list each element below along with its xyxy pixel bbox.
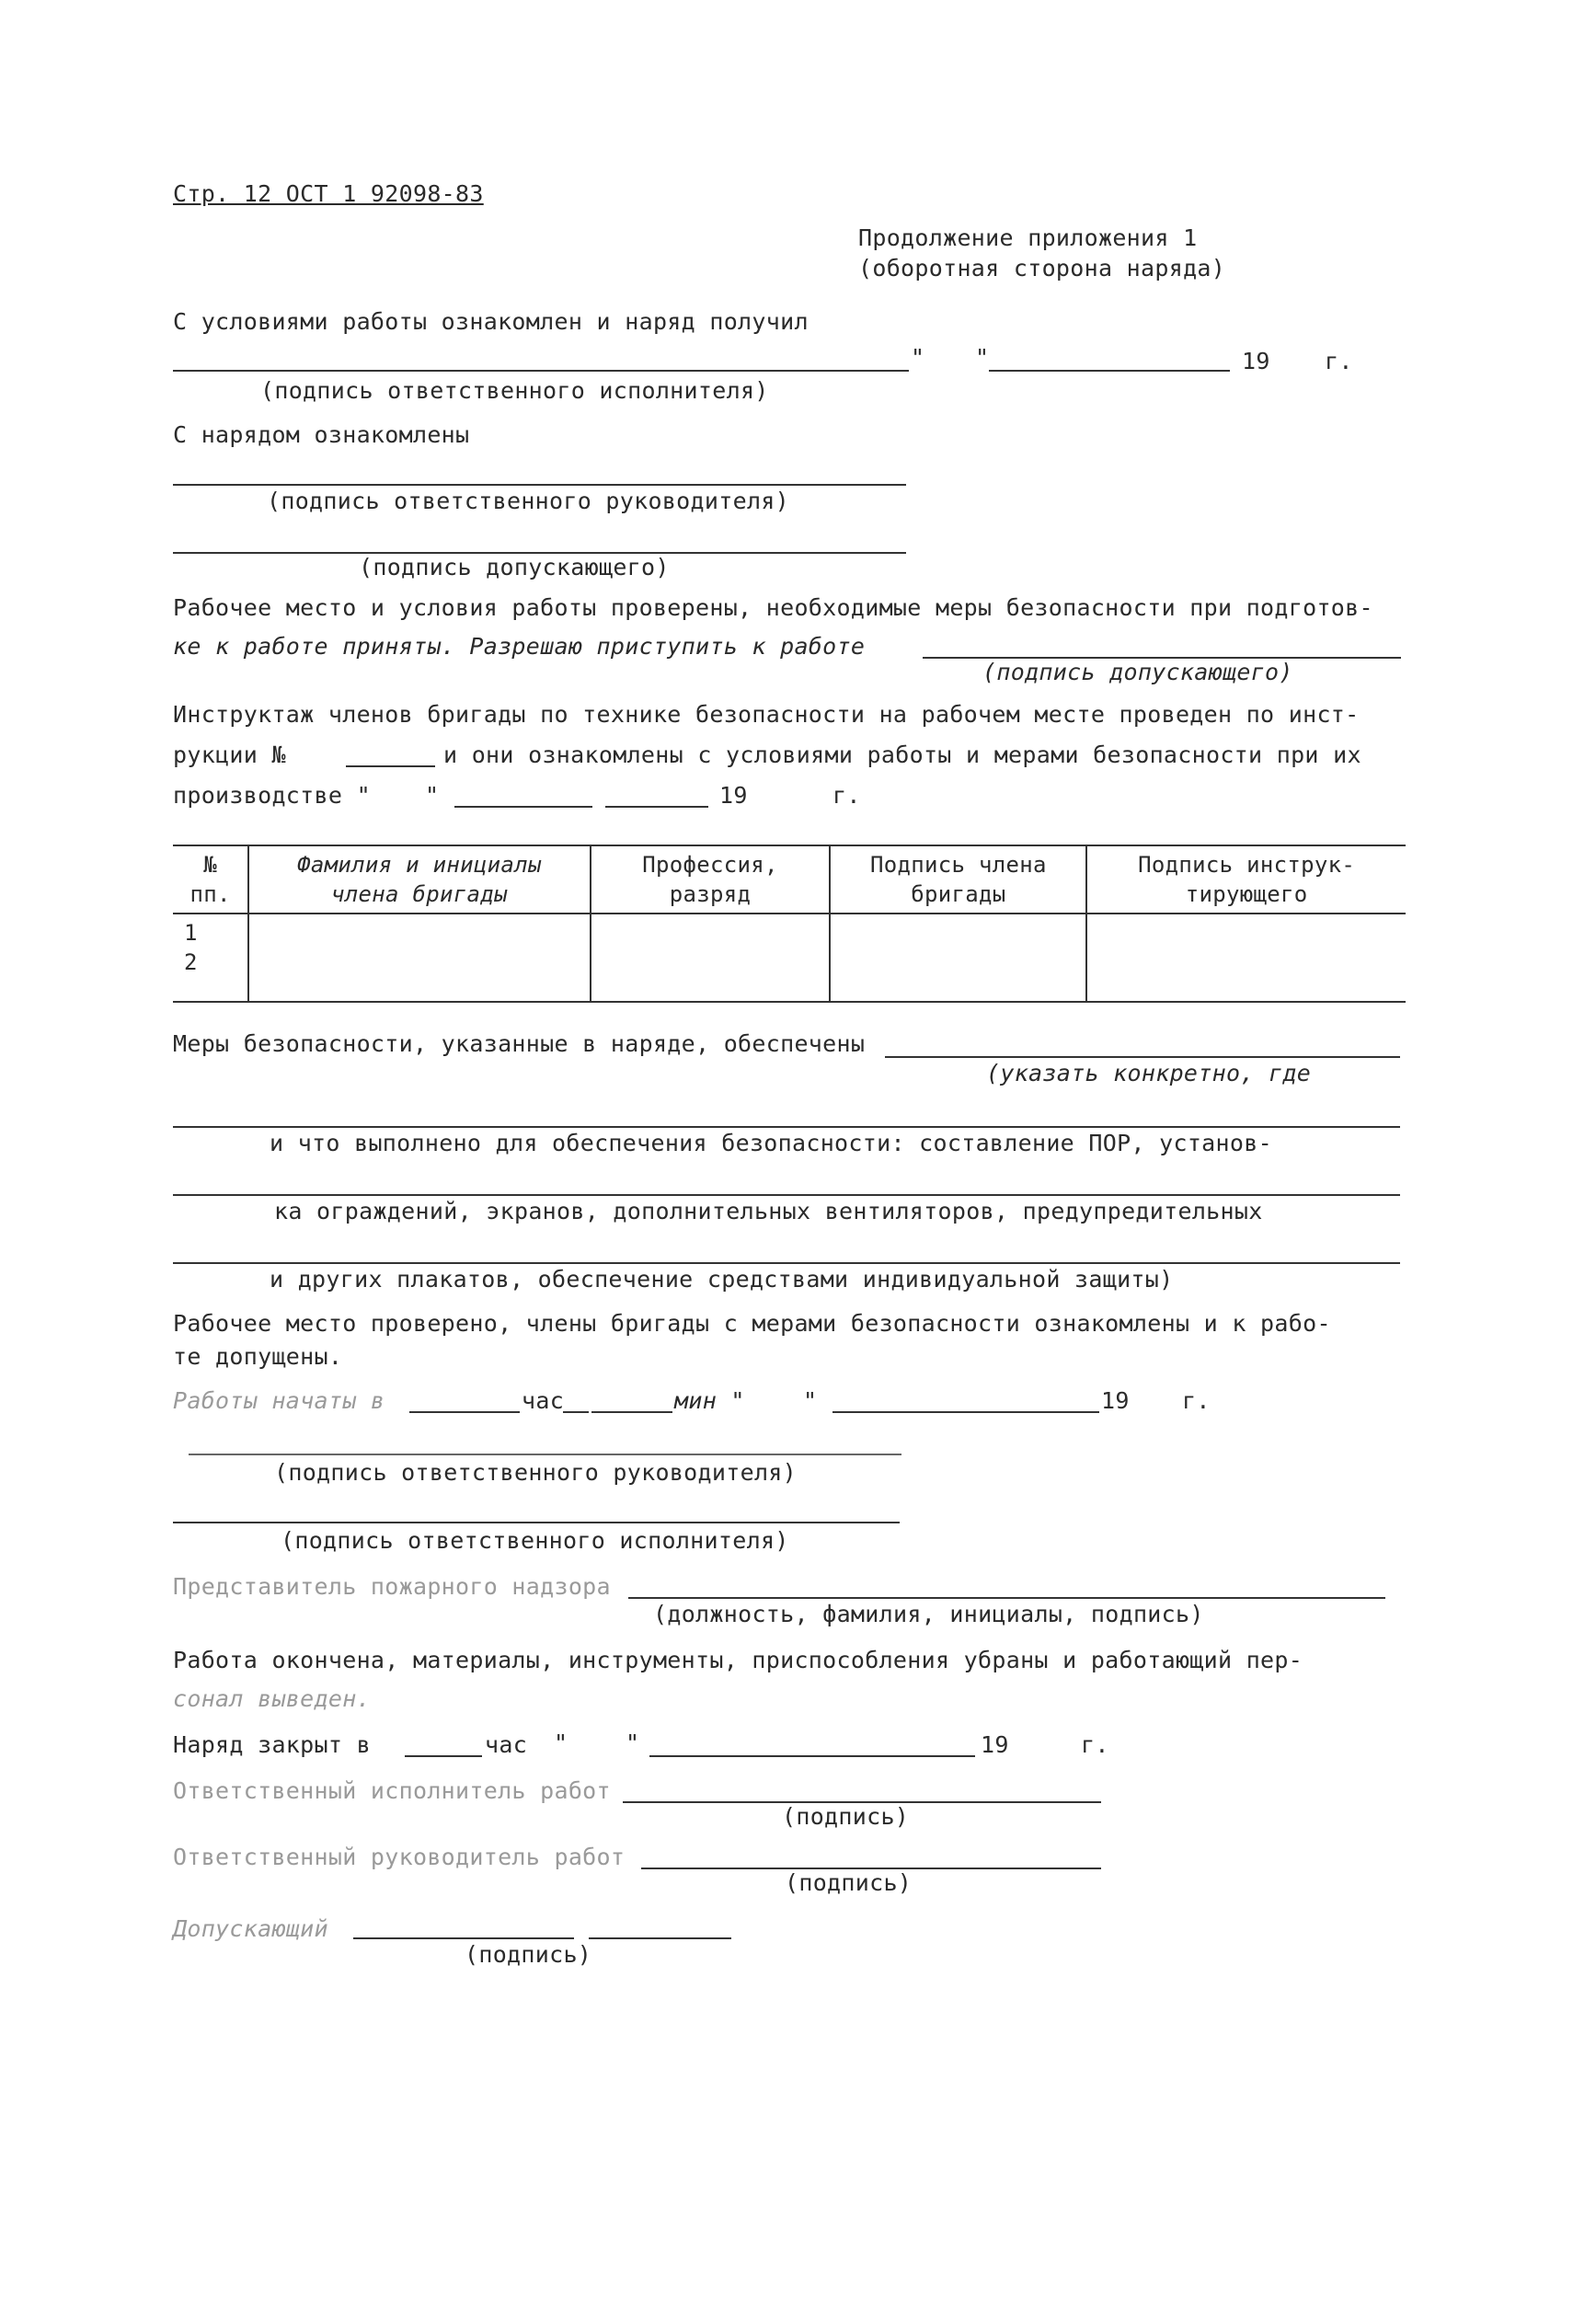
work-finished-line1: Работа окончена, материалы, инструменты, приспособления убраны и работающий пер- (173, 1647, 1303, 1673)
order-closed-year-suffix: г. (1081, 1731, 1109, 1758)
instruction-number-line[interactable] (346, 765, 435, 767)
briefing-month-line-2[interactable] (605, 806, 708, 808)
executor-label: Ответственный исполнитель работ (173, 1777, 611, 1804)
measures-text: Меры безопасности, указанные в наряде, обеспечены (173, 1030, 866, 1057)
briefing-year-suffix: г. (832, 782, 861, 809)
measures-line-2[interactable] (173, 1126, 1400, 1128)
instructor-signature-cell[interactable] (1086, 914, 1406, 1002)
order-closed-label: Наряд закрыт в (173, 1731, 371, 1758)
col-name-header: Фамилия и инициалы члена бригады (248, 845, 590, 914)
executor-signature-line[interactable] (173, 370, 909, 372)
measures-caption-3: ка ограждений, экранов, дополнительных вентиляторов, предупредительных (274, 1198, 1263, 1224)
measures-line-3[interactable] (173, 1194, 1400, 1196)
work-finished-line2: сонал выведен. (173, 1685, 371, 1712)
fire-inspector-caption: (должность, фамилия, инициалы, подпись) (653, 1601, 1204, 1627)
work-started-year-suffix: г. (1182, 1387, 1211, 1414)
crew-admitted-line2: те допущены. (173, 1343, 343, 1370)
work-started-label: Работы начаты в (173, 1387, 385, 1414)
start-executor-signature-line[interactable] (173, 1522, 900, 1523)
work-started-hour-label: час (522, 1387, 565, 1414)
briefing-line2-start: рукции № (173, 741, 286, 768)
work-started-minute-line[interactable] (591, 1411, 672, 1413)
col-member-signature-header: Подпись члена бригады (830, 845, 1086, 914)
year-suffix: г. (1325, 348, 1353, 374)
admitter-label: Допускающий (173, 1915, 328, 1942)
received-text: С условиями работы ознакомлен и наряд получил (173, 308, 809, 335)
familiarized-text: С нарядом ознакомлены (173, 421, 470, 448)
measures-caption-1: (указать конкретно, где (986, 1060, 1312, 1086)
order-closed-quote-open: " (554, 1730, 568, 1756)
briefing-quote-close: " (425, 782, 440, 809)
order-closed-hour-label: час (485, 1731, 528, 1758)
work-started-year: 19 (1101, 1387, 1130, 1414)
admitter-final-signature-line-2[interactable] (589, 1937, 731, 1939)
briefing-line2-end: и они ознакомлены с условиями работы и мерами безопасности при их (443, 741, 1361, 768)
crew-table (173, 845, 1406, 1003)
measures-line-1[interactable] (885, 1056, 1400, 1058)
profession-cell[interactable] (591, 914, 831, 1002)
date-quote-open: " (911, 344, 925, 371)
work-started-hour-line[interactable] (409, 1411, 520, 1413)
work-started-hour-tail (563, 1411, 589, 1413)
table-row (173, 914, 1406, 1002)
admitter-signature-caption: (подпись допускающего) (359, 554, 670, 580)
briefing-year: 19 (719, 782, 748, 809)
order-closed-hour-line[interactable] (405, 1755, 482, 1757)
order-closed-date-line[interactable] (649, 1755, 975, 1757)
year-prefix: 19 (1242, 348, 1270, 374)
order-closed-year: 19 (981, 1731, 1009, 1758)
briefing-line3-start: производстве " (173, 782, 371, 809)
date-line[interactable] (989, 370, 1230, 372)
start-manager-signature-line[interactable] (189, 1454, 901, 1455)
briefing-line1: Инструктаж членов бригады по технике безопасности на рабочем месте проведен по инст- (173, 701, 1360, 728)
workplace-checked-line1: Рабочее место и условия работы проверены, необходимые меры безопасности при подготов- (173, 594, 1373, 621)
table-header-row (173, 845, 1406, 914)
admitter-final-signature-line[interactable] (353, 1937, 574, 1939)
fire-inspector-line[interactable] (628, 1597, 1385, 1599)
order-closed-quote-close: " (626, 1730, 640, 1756)
measures-caption-2: и что выполнено для обеспечения безопасности: составление ПОР, установ- (270, 1130, 1272, 1156)
work-started-minute-label: мин " (674, 1387, 745, 1414)
manager-signature-caption: (подпись ответственного руководителя) (267, 488, 789, 514)
appendix-subtitle: (оборотная сторона наряда) (858, 255, 1226, 282)
measures-line-4[interactable] (173, 1262, 1400, 1264)
page-reference: Стр. 12 ОСТ 1 92098-83 (173, 180, 484, 207)
date-quote-close: " (975, 344, 990, 371)
col-profession-header: Профессия, разряд (591, 845, 831, 914)
manager-signature-line[interactable] (173, 484, 906, 486)
start-executor-caption: (подпись ответственного исполнителя) (281, 1527, 789, 1554)
fire-inspector-label: Представитель пожарного надзора (173, 1573, 611, 1600)
measures-caption-4: и других плакатов, обеспечение средствами индивидуальной защиты) (270, 1266, 1174, 1293)
work-started-date-line[interactable] (832, 1411, 1099, 1413)
row-numbers-cell: 1 2 (173, 914, 248, 1002)
manager-final-caption: (подпись) (785, 1869, 913, 1896)
admitter-final-caption: (подпись) (465, 1941, 592, 1968)
executor-final-caption: (подпись) (782, 1803, 910, 1830)
start-manager-caption: (подпись ответственного руководителя) (274, 1459, 797, 1486)
appendix-title: Продолжение приложения 1 (858, 224, 1198, 251)
manager-label: Ответственный руководитель работ (173, 1844, 626, 1870)
member-signature-cell[interactable] (830, 914, 1086, 1002)
briefing-month-line[interactable] (454, 806, 592, 808)
name-cell[interactable] (248, 914, 590, 1002)
col-number-header: № пп. (173, 845, 248, 914)
work-started-quote-close: " (803, 1387, 818, 1414)
workplace-checked-line2: ке к работе приняты. Разрешаю приступить к работе (173, 633, 866, 660)
start-permission-caption: (подпись допускающего) (982, 659, 1293, 685)
crew-admitted-line1: Рабочее место проверено, члены бригады с мерами безопасности ознакомлены и к рабо- (173, 1310, 1331, 1337)
col-instructor-signature-header: Подпись инструк- тирующего (1086, 845, 1406, 914)
executor-signature-caption: (подпись ответственного исполнителя) (260, 377, 769, 404)
